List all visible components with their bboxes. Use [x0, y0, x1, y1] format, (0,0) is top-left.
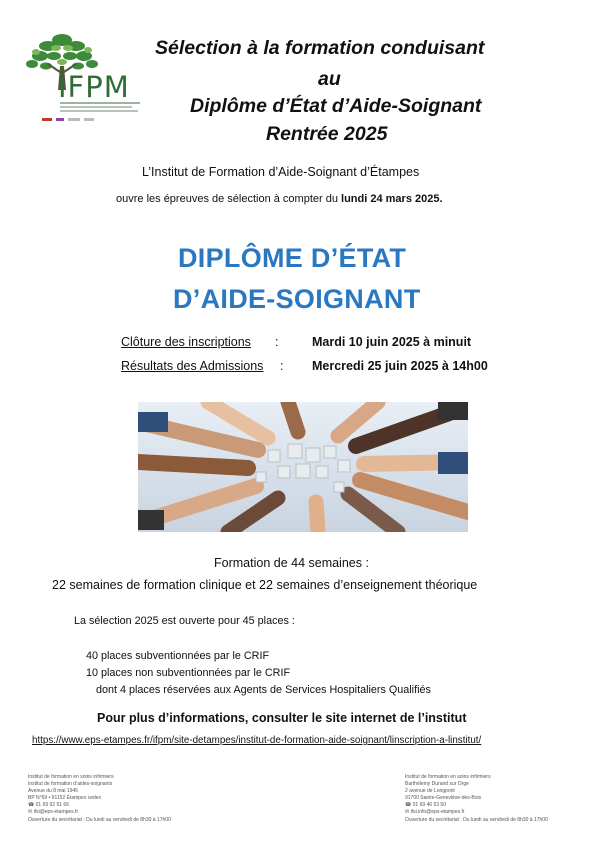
results-date-sep: :	[280, 359, 284, 373]
footer-right-line: ☎ 01 69 46 53 50	[405, 802, 446, 809]
footer-left-line: ☎ 01 69 92 51 66	[28, 802, 69, 809]
footer-right-line: 91700 Sainte-Geneviève-des-Bois	[405, 795, 482, 802]
results-date-value: Mercredi 25 juin 2025 à 14h00	[312, 359, 488, 373]
big-title-line-1: DIPLÔME D’ÉTAT	[178, 243, 407, 273]
header-line-4: Rentrée 2025	[266, 123, 388, 145]
footer-left-line: Ouverture du secrétariat : Du lundi au vendredi de 8h30 à 17h00	[28, 816, 171, 823]
formation-duration: Formation de 44 semaines :	[214, 556, 369, 570]
formation-breakdown: 22 semaines de formation clinique et 22 semaines d’enseignement théorique	[52, 578, 478, 592]
intro-line-1: L’Institut de Formation d’Aide-Soignant d’Étampes	[142, 165, 420, 179]
header-line-3: Diplôme d’État d’Aide-Soignant	[190, 95, 482, 117]
header-line-2: au	[318, 68, 341, 90]
selection-intro: La sélection 2025 est ouverte pour 45 places :	[74, 615, 295, 627]
big-title-line-2: D’AIDE-SOIGNANT	[173, 284, 421, 314]
footer-right-line: ✉ ifsi.info@eps-etampes.fr	[405, 809, 465, 816]
closing-date-sep: :	[275, 335, 279, 349]
closing-date-label	[121, 335, 251, 349]
intro-line-2	[116, 193, 443, 205]
footer-right-line: 2 avenue de Longpont	[405, 788, 455, 795]
selection-item-2: 10 places non subventionnées par le CRIF	[86, 667, 291, 679]
intro-line-2-text: ouvre les épreuves de sélection à compter du	[116, 193, 342, 205]
closing-date-value: Mardi 10 juin 2025 à minuit	[312, 335, 472, 349]
footer-left-line: ✉ ifsi@eps-etampes.fr	[28, 809, 79, 816]
results-date-label	[121, 359, 263, 373]
header-line-1: Sélection à la formation conduisant	[155, 37, 485, 59]
footer-left-line: Institut de formation d’aides-soignants	[28, 781, 113, 788]
hands-puzzle-image	[138, 402, 468, 532]
footer-right-line: Institut de formation en soins infirmiers	[405, 774, 491, 780]
footer-right	[405, 774, 548, 824]
selection-item-3: dont 4 places réservées aux Agents de Services Hospitaliers Qualifiés	[96, 684, 431, 696]
logo-text: IFPM	[58, 70, 130, 104]
selection-item-1: 40 places subventionnées par le CRIF	[86, 650, 270, 662]
more-info-text: Pour plus d’informations, consulter le site internet de l’institut	[97, 711, 467, 725]
results-date-label-text: Résultats des Admissions	[121, 359, 264, 373]
footer-left-line: Institut de formation en soins infirmiers	[28, 774, 114, 780]
footer-right-line: Ouverture du secrétariat : Du lundi au vendredi de 8h30 à 17h00	[405, 816, 548, 823]
footer-left-line: BP N°69 • 91152 Étampes cedex	[28, 795, 102, 802]
footer-right-line: Barthélemy Durand sur Orge	[405, 781, 469, 788]
footer-left-line: Avenue du 8 mai 1945	[28, 788, 78, 795]
closing-date-label-text: Clôture des inscriptions	[121, 335, 251, 349]
institute-website-link[interactable]: https://www.eps-etampes.fr/ifpm/site-detampes/institut-de-formation-aide-soignant/linscription-a-linstitut/	[32, 735, 482, 746]
footer-left	[28, 774, 171, 824]
intro-line-2-date: lundi 24 mars 2025.	[341, 193, 443, 205]
